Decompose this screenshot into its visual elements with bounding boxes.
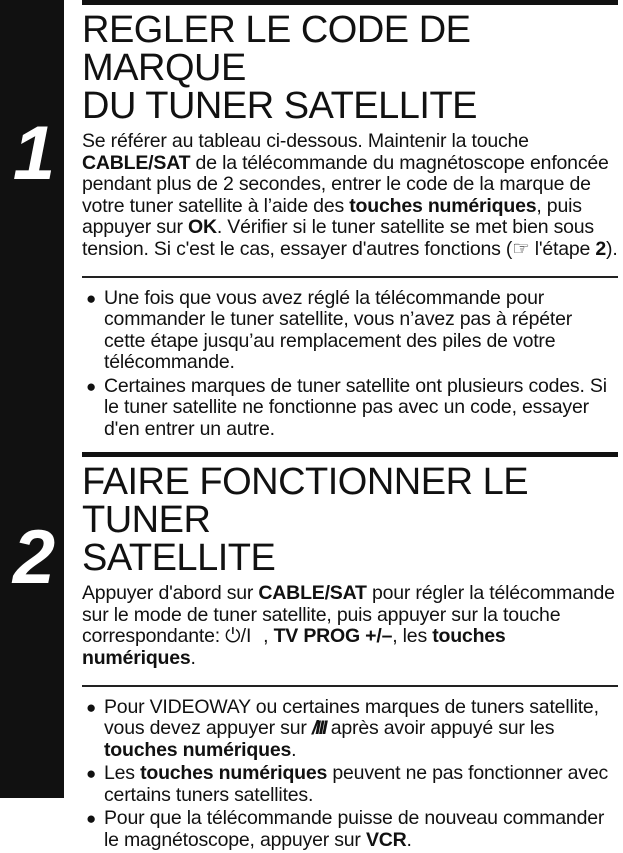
text: . Vérifier si le tuner satellite se met bien sous tension. Si c'est le cas, essayer d'autres fonctions ( [82,216,594,260]
text: l'étape [529,237,596,260]
text: . [291,738,297,761]
key-cable-sat: CABLE/SAT [258,582,367,604]
text: . [190,646,196,669]
list-item [82,697,618,762]
key-tv-prog: TV PROG +/– [273,625,393,647]
bullet-icon: ● [86,376,97,396]
step-number-1: 1 [12,111,56,196]
key-numeric: touches numériques [104,738,292,761]
list-item [82,808,618,851]
step-sidebar [0,0,64,798]
text: Les [104,762,141,784]
list-item [82,763,618,806]
step-1-title [82,5,618,125]
slash-key-icon: /III [311,717,326,739]
note-text: Certaines marques de tuner satellite ont plusieurs codes. Si le tuner satellite ne fonctionne pas avec un code, essayer d'en entrer un autre. [104,374,607,440]
key-numeric: touches numériques [140,762,328,784]
text: de la télécommande du magnétoscope enfoncée pendant plus de 2 secondes, entrer le code de la marque de votre tuner satellite à l’aide des [82,151,609,217]
key-vcr: VCR [365,828,407,851]
text: Pour que la télécommande puisse de nouveau commander le magnétoscope, appuyer sur [104,807,605,851]
title-line: FAIRE FONCTIONNER LE TUNER [82,461,529,541]
step-ref: 2 [595,237,607,260]
bullet-icon: ● [86,809,97,828]
step-2-notes [82,697,618,852]
pointing-hand-icon: ☞ [512,237,530,260]
step-1-notes [82,288,618,441]
text: . [406,828,412,851]
list-item [82,288,618,374]
text: après avoir appuyé sur les [325,717,555,739]
key-cable-sat: CABLE/SAT [82,151,191,174]
text: , puis appuyer sur [82,194,582,238]
key-numeric: touches numériques [349,194,537,217]
divider [82,685,618,687]
key-numeric: touches numériques [82,625,506,669]
text: ). [606,237,618,260]
note-text: Une fois que vous avez réglé la télécommande pour commander le tuner satellite, vous n’avez pas à répéter cette étape jusqu’au remplacement des piles de votre télécommande. [104,286,573,373]
step-2-title [82,457,618,577]
text: pour régler la télécommande sur le mode de tuner satellite, puis appuyer sur la touche correspondante: [82,582,615,647]
bullet-icon: ● [86,764,97,783]
step-1-instruction [82,131,618,260]
power-icon: ⏻/I [225,625,252,647]
divider [82,276,618,278]
title-line: DU TUNER SATELLITE [82,85,478,127]
text: , les [392,625,433,647]
title-line: SATELLITE [82,537,276,579]
text: Pour VIDEOWAY ou certaines marques de tuners satellite, vous devez appuyer sur [104,695,599,739]
bullet-icon: ● [86,697,97,717]
text: Se référer au tableau ci-dessous. Maintenir la touche [82,130,529,152]
page-content [82,0,618,853]
step-number-2: 2 [12,515,56,600]
step-2-instruction [82,583,618,669]
text: , [263,625,274,647]
bullet-icon: ● [86,288,97,308]
key-ok: OK [188,216,217,238]
title-line: REGLER LE CODE DE MARQUE [82,9,471,89]
text: peuvent ne pas fonctionner avec certains tuners satellites. [104,762,609,806]
list-item [82,376,618,441]
text: Appuyer d'abord sur [82,582,259,604]
